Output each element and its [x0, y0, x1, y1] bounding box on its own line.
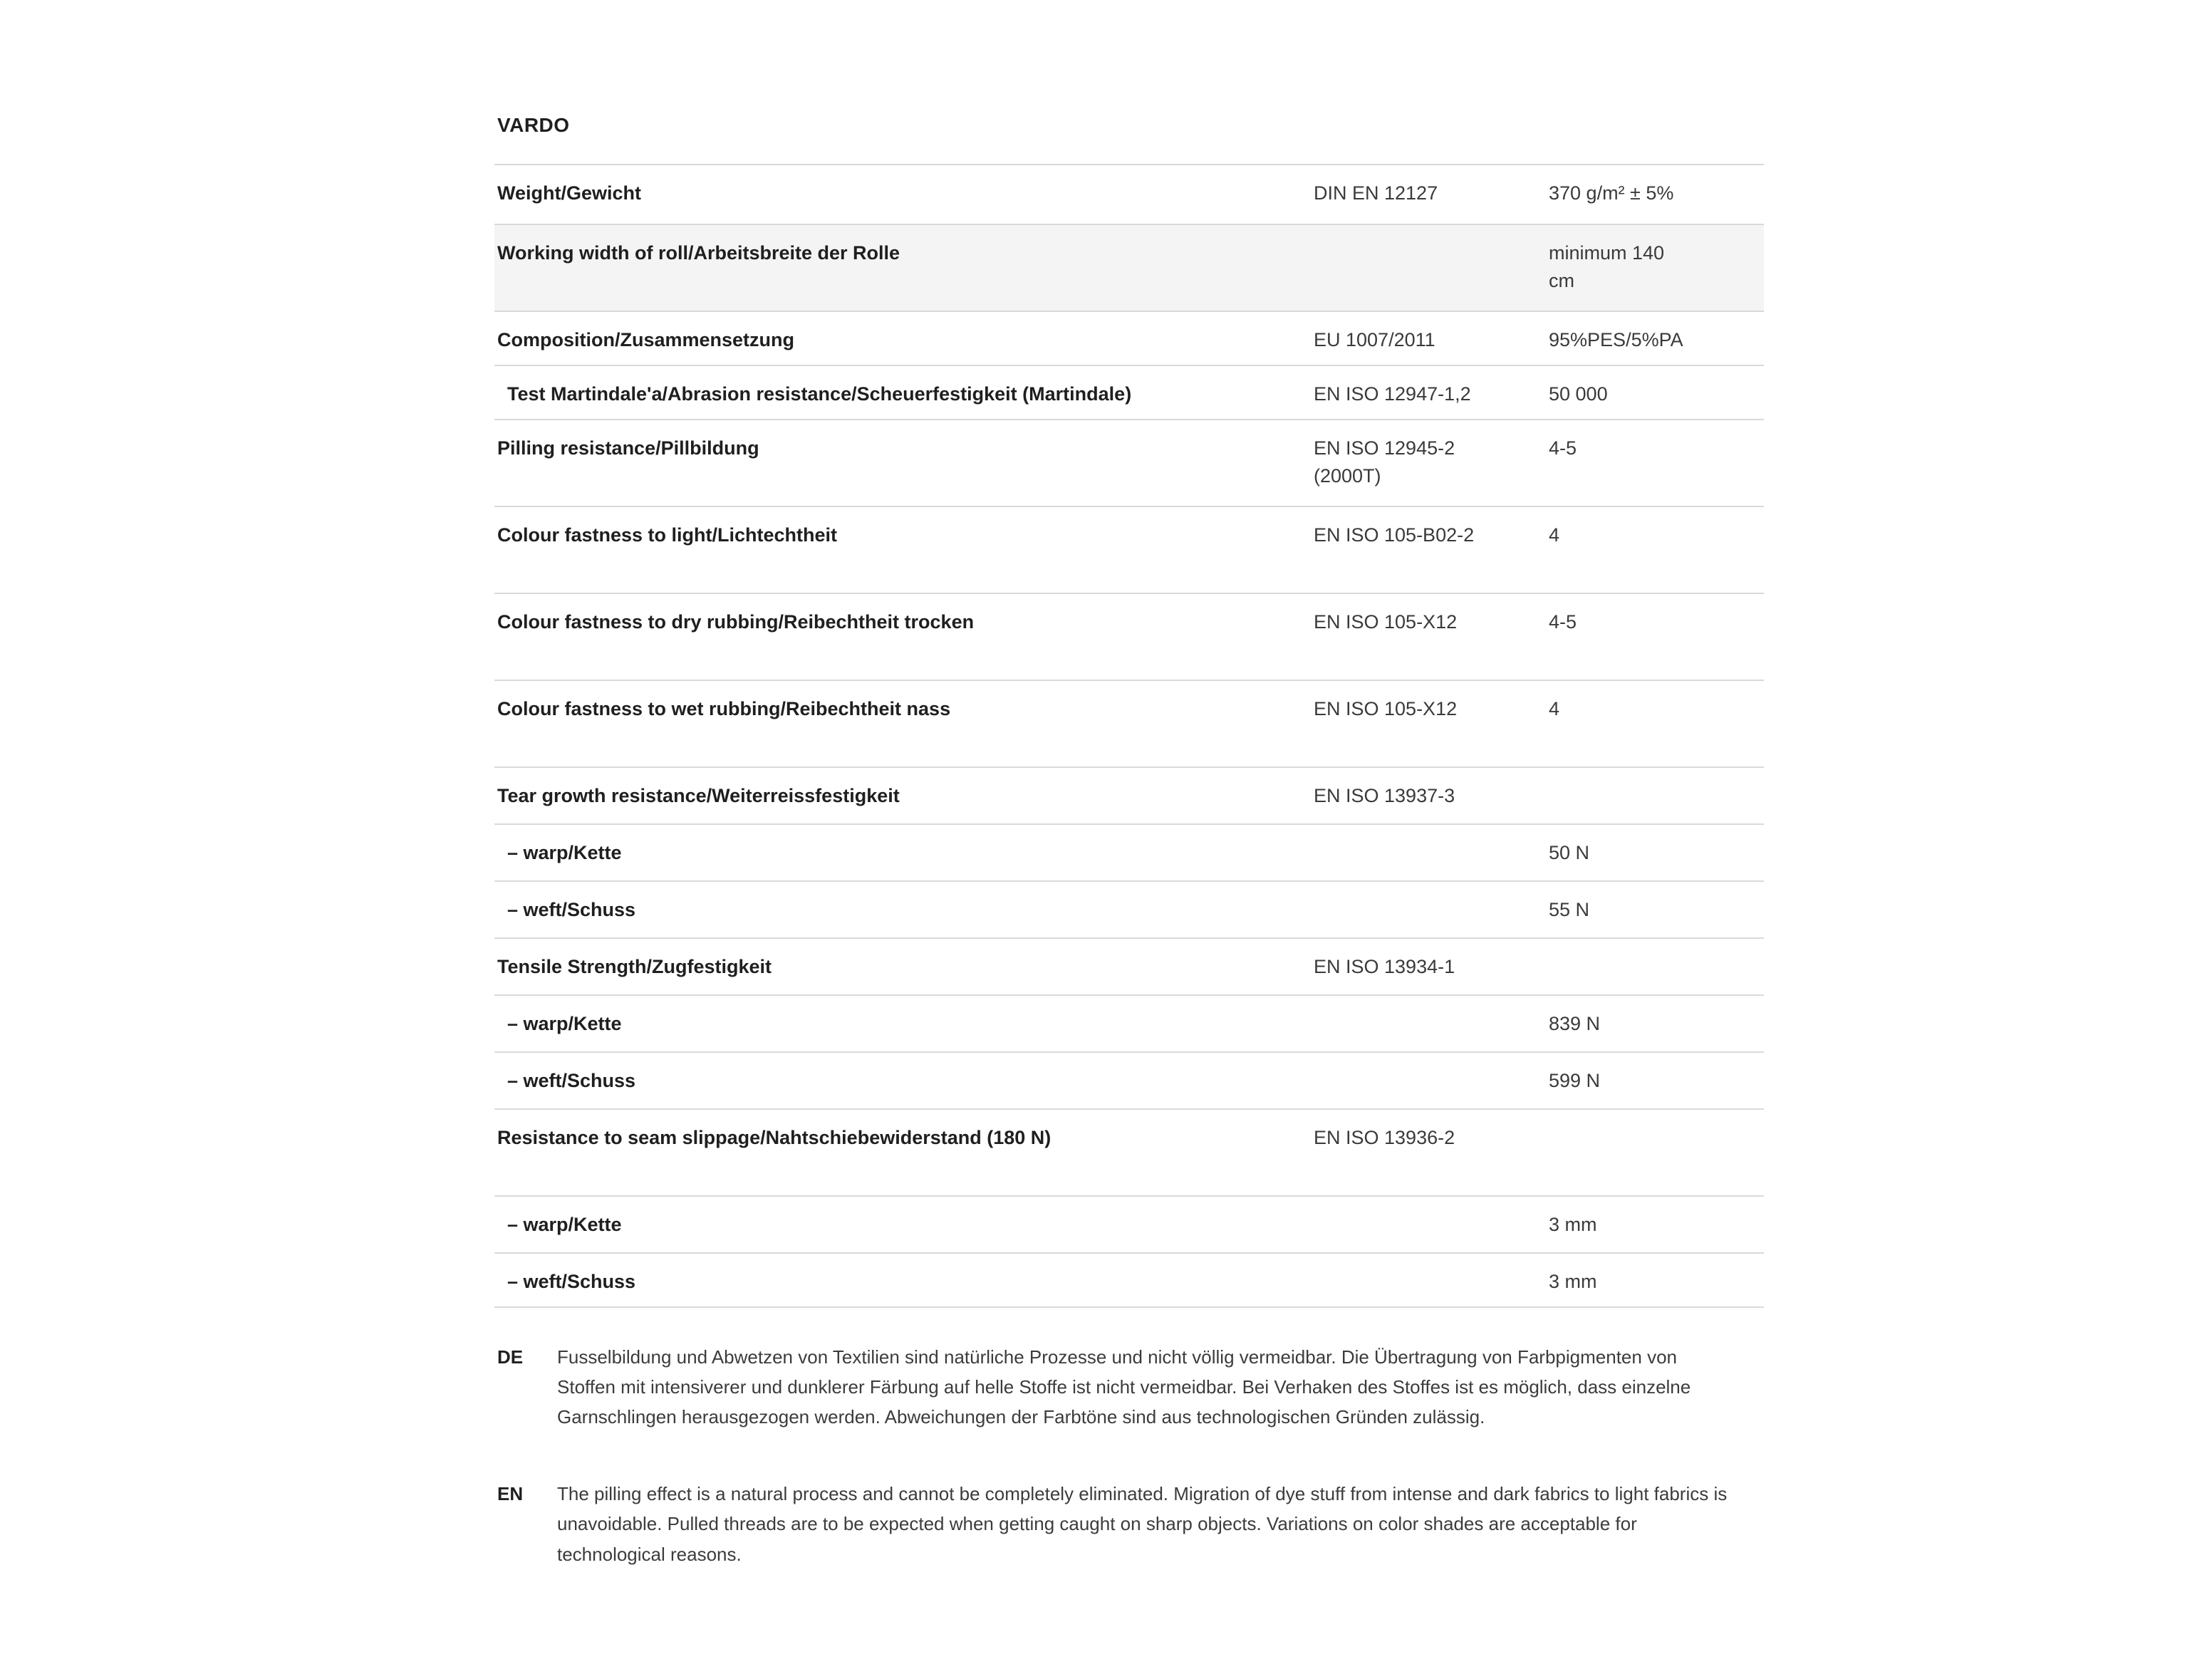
property-label: – weft/Schuss [507, 899, 636, 920]
property-label: – warp/Kette [507, 842, 622, 863]
table-row [494, 593, 1764, 680]
test-standard: EN ISO 105-B02-2 [1314, 524, 1475, 546]
property-value: 4-5 [1549, 437, 1577, 459]
test-standard: EN ISO 13937-3 [1314, 785, 1455, 806]
property-label: Weight/Gewicht [497, 182, 642, 204]
property-value: 370 g/m² ± 5% [1549, 182, 1674, 204]
property-label: Colour fastness to wet rubbing/Reibechtheit nass [497, 698, 951, 719]
note-en-label: EN [497, 1483, 524, 1505]
property-value: 4 [1549, 524, 1560, 546]
footnotes [494, 1342, 1764, 1569]
property-label: Composition/Zusammensetzung [497, 329, 795, 350]
property-value: 95%PES/5%PA [1549, 329, 1683, 350]
table-row [494, 994, 1764, 1051]
table-row [494, 419, 1764, 506]
property-label: Tensile Strength/Zugfestigkeit [497, 956, 772, 977]
property-value: 50 N [1549, 842, 1590, 863]
property-value [1549, 768, 1764, 791]
table-row [494, 506, 1764, 593]
spec-table [494, 164, 1764, 1308]
note-de [497, 1342, 1764, 1432]
note-de-text: Fusselbildung und Abwetzen von Textilien sind natürliche Prozesse und nicht völlig vermeidbar. Die Übertragung von Farbpigmenten von Stoffen mit intensiverer und dunklerer Färbung auf helle Stoffe ist nicht vermeidbar. Bei Verhaken des Stoffes ist es möglich, dass einzelne Garnschlingen herausgezogen werden. Abweichungen der Farbtöne sind aus technologischen Gründen zulässig. [557, 1346, 1691, 1428]
property-value: 3 mm [1549, 1214, 1597, 1235]
property-value [1549, 939, 1764, 962]
property-label: Resistance to seam slippage/Nahtschiebewiderstand (180 N) [497, 1127, 1052, 1148]
test-standard [1314, 996, 1549, 1019]
test-standard: DIN EN 12127 [1314, 182, 1438, 204]
property-value: 3 mm [1549, 1271, 1597, 1292]
test-standard [1314, 882, 1549, 905]
property-value: 55 N [1549, 899, 1590, 920]
property-label: Working width of roll/Arbeitsbreite der Rolle [497, 242, 900, 264]
property-label: Pilling resistance/Pillbildung [497, 437, 759, 459]
test-standard: EN ISO 105-X12 [1314, 611, 1458, 633]
test-standard: EN ISO 12945-2 (2000T) [1314, 437, 1455, 487]
test-standard: EU 1007/2011 [1314, 329, 1435, 350]
table-row [494, 365, 1764, 419]
test-standard [1314, 1197, 1549, 1219]
property-label: Colour fastness to dry rubbing/Reibechtheit trocken [497, 611, 975, 633]
test-standard [1314, 1053, 1549, 1076]
table-row [494, 937, 1764, 994]
datasheet [494, 114, 1764, 1616]
property-label: Test Martindale'a/Abrasion resistance/Scheuerfestigkeit (Martindale) [507, 383, 1132, 405]
table-row [494, 164, 1764, 224]
property-label: – warp/Kette [507, 1214, 622, 1235]
page-title: VARDO [497, 114, 570, 136]
property-value: 50 000 [1549, 383, 1608, 405]
test-standard: EN ISO 13936-2 [1314, 1127, 1455, 1148]
note-en-text: The pilling effect is a natural process and cannot be completely eliminated. Migration of dye stuff from intense and dark fabrics to light fabrics is unavoidable. Pulled threads are to be expected when getting caught on sharp objects. Variations on color shades are acceptable for technological reasons. [557, 1483, 1728, 1565]
table-row [494, 823, 1764, 880]
note-de-label: DE [497, 1346, 524, 1368]
table-row [494, 1252, 1764, 1306]
property-value: 4-5 [1549, 611, 1577, 633]
test-standard [1314, 225, 1549, 248]
property-value: minimum 140 cm [1549, 242, 1665, 292]
property-value: 839 N [1549, 1013, 1601, 1034]
property-label: Tear growth resistance/Weiterreissfestigkeit [497, 785, 900, 806]
test-standard: EN ISO 13934-1 [1314, 956, 1455, 977]
property-label: – weft/Schuss [507, 1070, 636, 1091]
property-value: 599 N [1549, 1070, 1601, 1091]
table-row [494, 1195, 1764, 1252]
property-value [1549, 1110, 1764, 1133]
table-row [494, 224, 1764, 311]
table-row [494, 880, 1764, 937]
property-label: – warp/Kette [507, 1013, 622, 1034]
property-label: – weft/Schuss [507, 1271, 636, 1292]
test-standard [1314, 1254, 1549, 1276]
test-standard: EN ISO 105-X12 [1314, 698, 1458, 719]
test-standard [1314, 825, 1549, 848]
note-en [497, 1479, 1764, 1569]
table-row [494, 1108, 1764, 1195]
property-label: Colour fastness to light/Lichtechtheit [497, 524, 838, 546]
property-value: 4 [1549, 698, 1560, 719]
table-row [494, 1051, 1764, 1108]
table-row [494, 680, 1764, 766]
table-row [494, 766, 1764, 823]
table-row [494, 311, 1764, 365]
test-standard: EN ISO 12947-1,2 [1314, 383, 1471, 405]
